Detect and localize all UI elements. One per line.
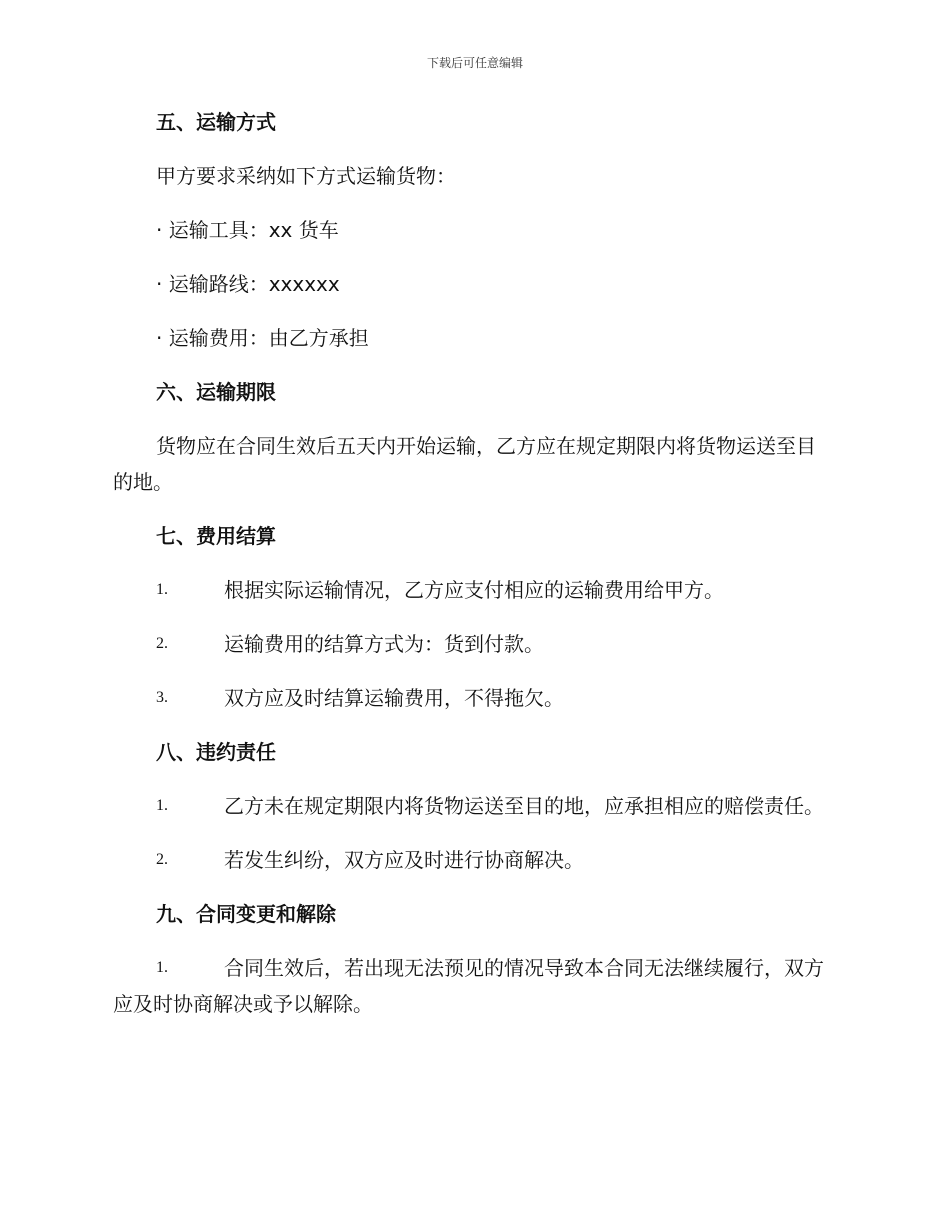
section-6-text: 货物应在合同生效后五天内开始运输，乙方应在规定期限内将货物运送至目的地。 xyxy=(113,434,816,494)
bullet-item: · 运输工具：xx 货车 xyxy=(156,218,339,242)
numbered-item xyxy=(113,842,835,878)
document-body xyxy=(113,104,835,1040)
bullet-item: · 运输路线：xxxxxx xyxy=(156,272,340,296)
section-5-heading: 五、运输方式 xyxy=(156,110,276,134)
item-number: 2. xyxy=(156,635,168,652)
item-number: 2. xyxy=(156,851,168,868)
item-text: 合同生效后，若出现无法预见的情况导致本合同无法继续履行，双方应及时协商解决或予以解除。 xyxy=(113,956,824,1016)
section-5-intro: 甲方要求采纳如下方式运输货物： xyxy=(156,164,456,188)
item-number: 1. xyxy=(156,797,168,814)
numbered-item xyxy=(113,680,835,716)
item-text: 双方应及时结算运输费用，不得拖欠。 xyxy=(224,686,564,710)
item-text: 运输费用的结算方式为：货到付款。 xyxy=(224,632,544,656)
item-text: 根据实际运输情况，乙方应支付相应的运输费用给甲方。 xyxy=(224,578,724,602)
numbered-item xyxy=(113,572,835,608)
section-7-heading: 七、费用结算 xyxy=(156,524,276,548)
section-6-heading: 六、运输期限 xyxy=(156,380,276,404)
item-text: 乙方未在规定期限内将货物运送至目的地，应承担相应的赔偿责任。 xyxy=(224,794,824,818)
item-text: 若发生纠纷，双方应及时进行协商解决。 xyxy=(224,848,584,872)
item-number: 3. xyxy=(156,689,168,706)
numbered-item xyxy=(113,788,835,824)
section-8-heading: 八、违约责任 xyxy=(156,740,276,764)
item-number: 1. xyxy=(156,959,168,976)
page-header: 下载后可任意编辑 xyxy=(426,56,523,70)
bullet-item: · 运输费用：由乙方承担 xyxy=(156,326,369,350)
item-number: 1. xyxy=(156,581,168,598)
numbered-item xyxy=(113,626,835,662)
numbered-item xyxy=(113,950,835,1022)
section-9-heading: 九、合同变更和解除 xyxy=(156,902,336,926)
